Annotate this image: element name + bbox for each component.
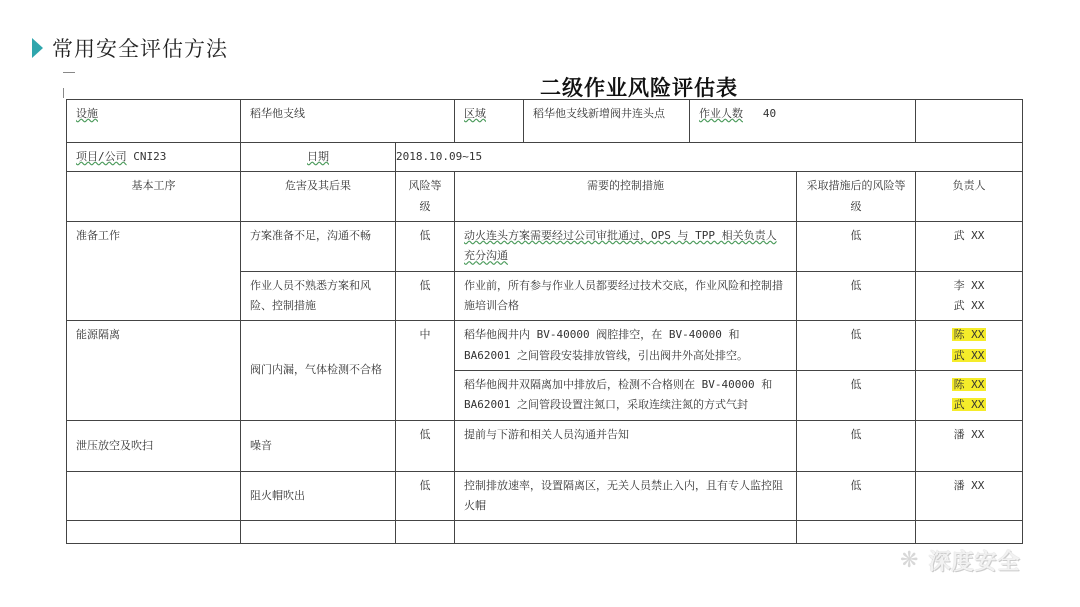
table-row	[67, 321, 1023, 371]
header-step: 基本工序	[67, 172, 241, 222]
owner-cell: 李 XX 武 XX	[916, 271, 1023, 321]
controls-cell: 控制排放速率，设置隔离区，无关人员禁止入内，且有专人监控阻火帽	[455, 471, 797, 521]
controls-cell: 提前与下游和相关人员沟通并告知	[455, 420, 797, 471]
hazard-cell: 阀门内漏，气体检测不合格	[241, 321, 396, 420]
date-label: 日期	[307, 150, 329, 163]
area-value: 稻华他支线新增阀井连头点	[533, 107, 665, 120]
risk-table-viewport	[66, 99, 1023, 555]
document-title: 二级作业风险评估表	[540, 75, 738, 100]
wechat-logo-icon: ❋	[900, 548, 919, 573]
controls-cell: 动火连头方案需要经过公司审批通过，OPS 与 TPP 相关负责人充分沟通	[455, 222, 797, 272]
risk-cell: 低	[396, 420, 455, 471]
facility-value: 稻华他支线	[241, 100, 455, 143]
risk-cell: 低	[396, 471, 455, 521]
project-value: CNI23	[133, 150, 167, 163]
owner-cell: 武 XX	[916, 222, 1023, 272]
header-owner: 负责人	[916, 172, 1023, 222]
owner-cell: 陈 XX 武 XX	[916, 371, 1023, 421]
margin-mark	[63, 70, 75, 73]
residual-cell: 低	[797, 271, 916, 321]
risk-assessment-table	[66, 99, 1023, 544]
controls-cell: 稻华他阀井双隔离加中排放后，检测不合格则在 BV-40000 和 BA62001 之间管段设置注氮口，采取连续注氮的方式气封	[455, 371, 797, 421]
owner-cell: 潘 XX	[916, 471, 1023, 521]
info-row-facility	[67, 100, 1023, 143]
triangle-bullet-icon	[32, 38, 43, 58]
margin-mark	[63, 88, 64, 98]
slide-title: 常用安全评估方法	[52, 37, 228, 61]
slide-header	[32, 34, 228, 62]
step-cell: 泄压放空及吹扫	[67, 420, 241, 471]
step-cell: 准备工作	[67, 222, 241, 321]
residual-cell: 低	[797, 471, 916, 521]
watermark-text: 深度安全	[928, 550, 1021, 575]
table-row	[67, 420, 1023, 471]
header-hazard: 危害及其后果	[241, 172, 396, 222]
controls-cell: 作业前，所有参与作业人员都要经过技术交底，作业风险和控制措施培训合格	[455, 271, 797, 321]
controls-cell: 稻华他阀井内 BV-40000 阀腔排空，在 BV-40000 和 BA62001 之间管段安装排放管线，引出阀井外高处排空。	[455, 321, 797, 371]
step-cell	[67, 471, 241, 521]
header-residual: 采取措施后的风险等级	[797, 172, 916, 222]
date-value: 2018.10.09~15	[396, 150, 483, 163]
table-row-cutoff	[67, 521, 1023, 544]
facility-label: 设施	[76, 107, 98, 120]
hazard-cell: 噪音	[241, 420, 396, 471]
workers-label: 作业人数	[699, 107, 743, 120]
watermark	[900, 545, 1020, 576]
residual-cell: 低	[797, 420, 916, 471]
residual-cell: 低	[797, 222, 916, 272]
table-header-row	[67, 172, 1023, 222]
info-row-project	[67, 143, 1023, 172]
hazard-cell: 阻火帽吹出	[241, 471, 396, 521]
risk-cell: 中	[396, 321, 455, 420]
workers-value: 40	[762, 107, 777, 120]
step-cell: 能源隔离	[67, 321, 241, 420]
header-risk: 风险等级	[396, 172, 455, 222]
header-controls: 需要的控制措施	[455, 172, 797, 222]
table-row	[67, 222, 1023, 272]
hazard-cell: 作业人员不熟悉方案和风险、控制措施	[241, 271, 396, 321]
residual-cell: 低	[797, 371, 916, 421]
residual-cell: 低	[797, 321, 916, 371]
owner-cell: 陈 XX 武 XX	[916, 321, 1023, 371]
owner-cell: 潘 XX	[916, 420, 1023, 471]
table-row	[67, 471, 1023, 521]
risk-cell: 低	[396, 222, 455, 272]
hazard-cell: 方案准备不足，沟通不畅	[241, 222, 396, 272]
risk-cell: 低	[396, 271, 455, 321]
project-label: 项目/公司	[76, 150, 127, 163]
area-label: 区域	[464, 107, 486, 120]
